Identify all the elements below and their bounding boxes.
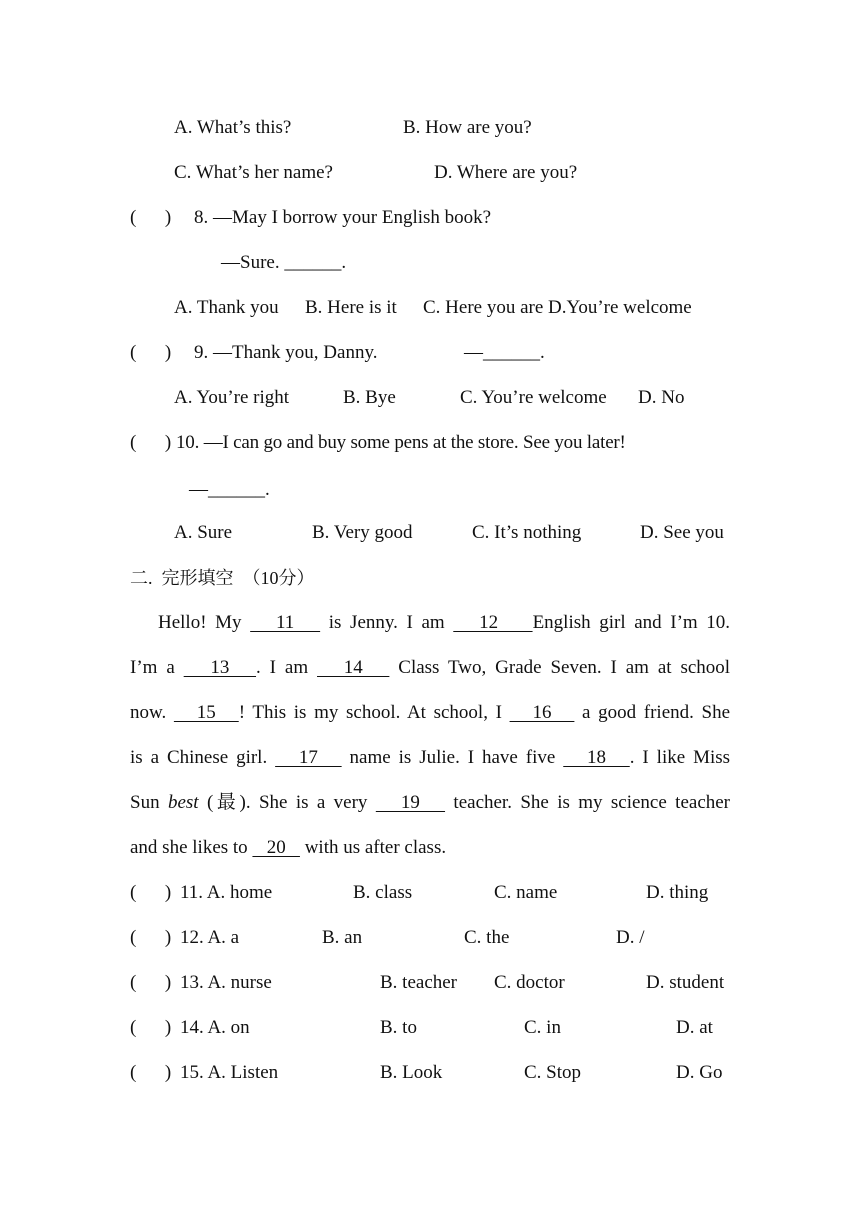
choice-11-d: D. thing: [646, 882, 709, 903]
section-heading: 二. 完形填空 （10分）: [130, 568, 315, 588]
answer-bracket: ( ): [130, 882, 172, 903]
blank-19: 19: [375, 792, 446, 813]
passage-line-2: I’m a 13 . I am 14 Class Two, Grade Seven. I am at school: [130, 657, 731, 678]
q8-stem: 8. —May I borrow your English book?: [194, 207, 492, 228]
q10-option-b: B. Very good: [312, 522, 413, 543]
q8-option-c: C. Here you are D.You’re welcome: [423, 297, 692, 318]
q10-option-a: A. Sure: [174, 522, 233, 543]
blank-14: 14: [317, 657, 390, 678]
q8-option-a: A. Thank you: [174, 297, 279, 318]
q9-option-a: A. You’re right: [174, 387, 290, 408]
q9-answer-bracket: ( ): [130, 342, 172, 363]
q7-option-d: D. Where are you?: [434, 162, 578, 183]
q10-stem: 10. —I can go and buy some pens at the store. See you later!: [176, 432, 626, 453]
q10-option-d: D. See you: [640, 522, 724, 543]
blank-12: 12: [453, 612, 533, 633]
q10-reply: —______.: [189, 479, 270, 500]
q9-option-b: B. Bye: [343, 387, 396, 408]
choice-13-c: C. doctor: [494, 972, 565, 993]
passage-line-4: is a Chinese girl. 17 name is Julie. I have five 18 . I like Miss: [130, 747, 731, 768]
choice-12-d: D. /: [616, 927, 645, 948]
choice-11-c: C. name: [494, 882, 558, 903]
answer-bracket: ( ): [130, 972, 172, 993]
q7-option-b: B. How are you?: [403, 117, 532, 138]
answer-bracket: ( ): [130, 927, 172, 948]
choice-14-c: C. in: [524, 1017, 561, 1038]
blank-17: 17: [275, 747, 342, 768]
choice-12-a: 12. A. a: [180, 927, 240, 948]
choice-12-c: C. the: [464, 927, 510, 948]
q9-option-c: C. You’re welcome: [460, 387, 607, 408]
answer-bracket: ( ): [130, 1017, 172, 1038]
choice-12-b: B. an: [322, 927, 363, 948]
blank-15: 15: [173, 702, 239, 723]
blank-18: 18: [563, 747, 630, 768]
blank-13: 13: [183, 657, 257, 678]
q7-option-a: A. What’s this?: [174, 117, 292, 138]
italic-word: best: [167, 792, 199, 813]
choice-14-d: D. at: [676, 1017, 713, 1038]
q9-reply: —______.: [464, 342, 545, 363]
choice-13-b: B. teacher: [380, 972, 458, 993]
passage-line-6: and she likes to 20 with us after class.: [130, 837, 447, 858]
choice-15-a: 15. A. Listen: [180, 1062, 279, 1083]
q8-option-b: B. Here is it: [305, 297, 397, 318]
choice-14-a: 14. A. on: [180, 1017, 250, 1038]
choice-14-b: B. to: [380, 1017, 417, 1038]
blank-16: 16: [509, 702, 575, 723]
choice-15-c: C. Stop: [524, 1062, 582, 1083]
q10-answer-bracket: ( ): [130, 432, 172, 453]
q8-reply: —Sure. ______.: [221, 252, 347, 273]
q8-answer-bracket: ( ): [130, 207, 172, 228]
q9-stem: 9. —Thank you, Danny.: [194, 342, 378, 363]
passage-line-3: now. 15 ! This is my school. At school, I 16 a good friend. She: [130, 702, 731, 723]
answer-bracket: ( ): [130, 1062, 172, 1083]
choice-13-a: 13. A. nurse: [180, 972, 272, 993]
blank-11: 11: [250, 612, 321, 633]
q7-option-c: C. What’s her name?: [174, 162, 333, 183]
passage-line-5: Sun best (最). She is a very 19 teacher. She is my science teacher: [130, 792, 731, 813]
choice-11-a: 11. A. home: [180, 882, 273, 903]
passage-line-1: Hello! My 11 is Jenny. I am 12 English girl and I’m 10.: [158, 612, 731, 633]
choice-11-b: B. class: [353, 882, 413, 903]
q9-option-d: D. No: [638, 387, 685, 408]
choice-15-b: B. Look: [380, 1062, 443, 1083]
blank-20: 20: [252, 837, 300, 858]
choice-15-d: D. Go: [676, 1062, 723, 1083]
q10-option-c: C. It’s nothing: [472, 522, 582, 543]
choice-13-d: D. student: [646, 972, 725, 993]
